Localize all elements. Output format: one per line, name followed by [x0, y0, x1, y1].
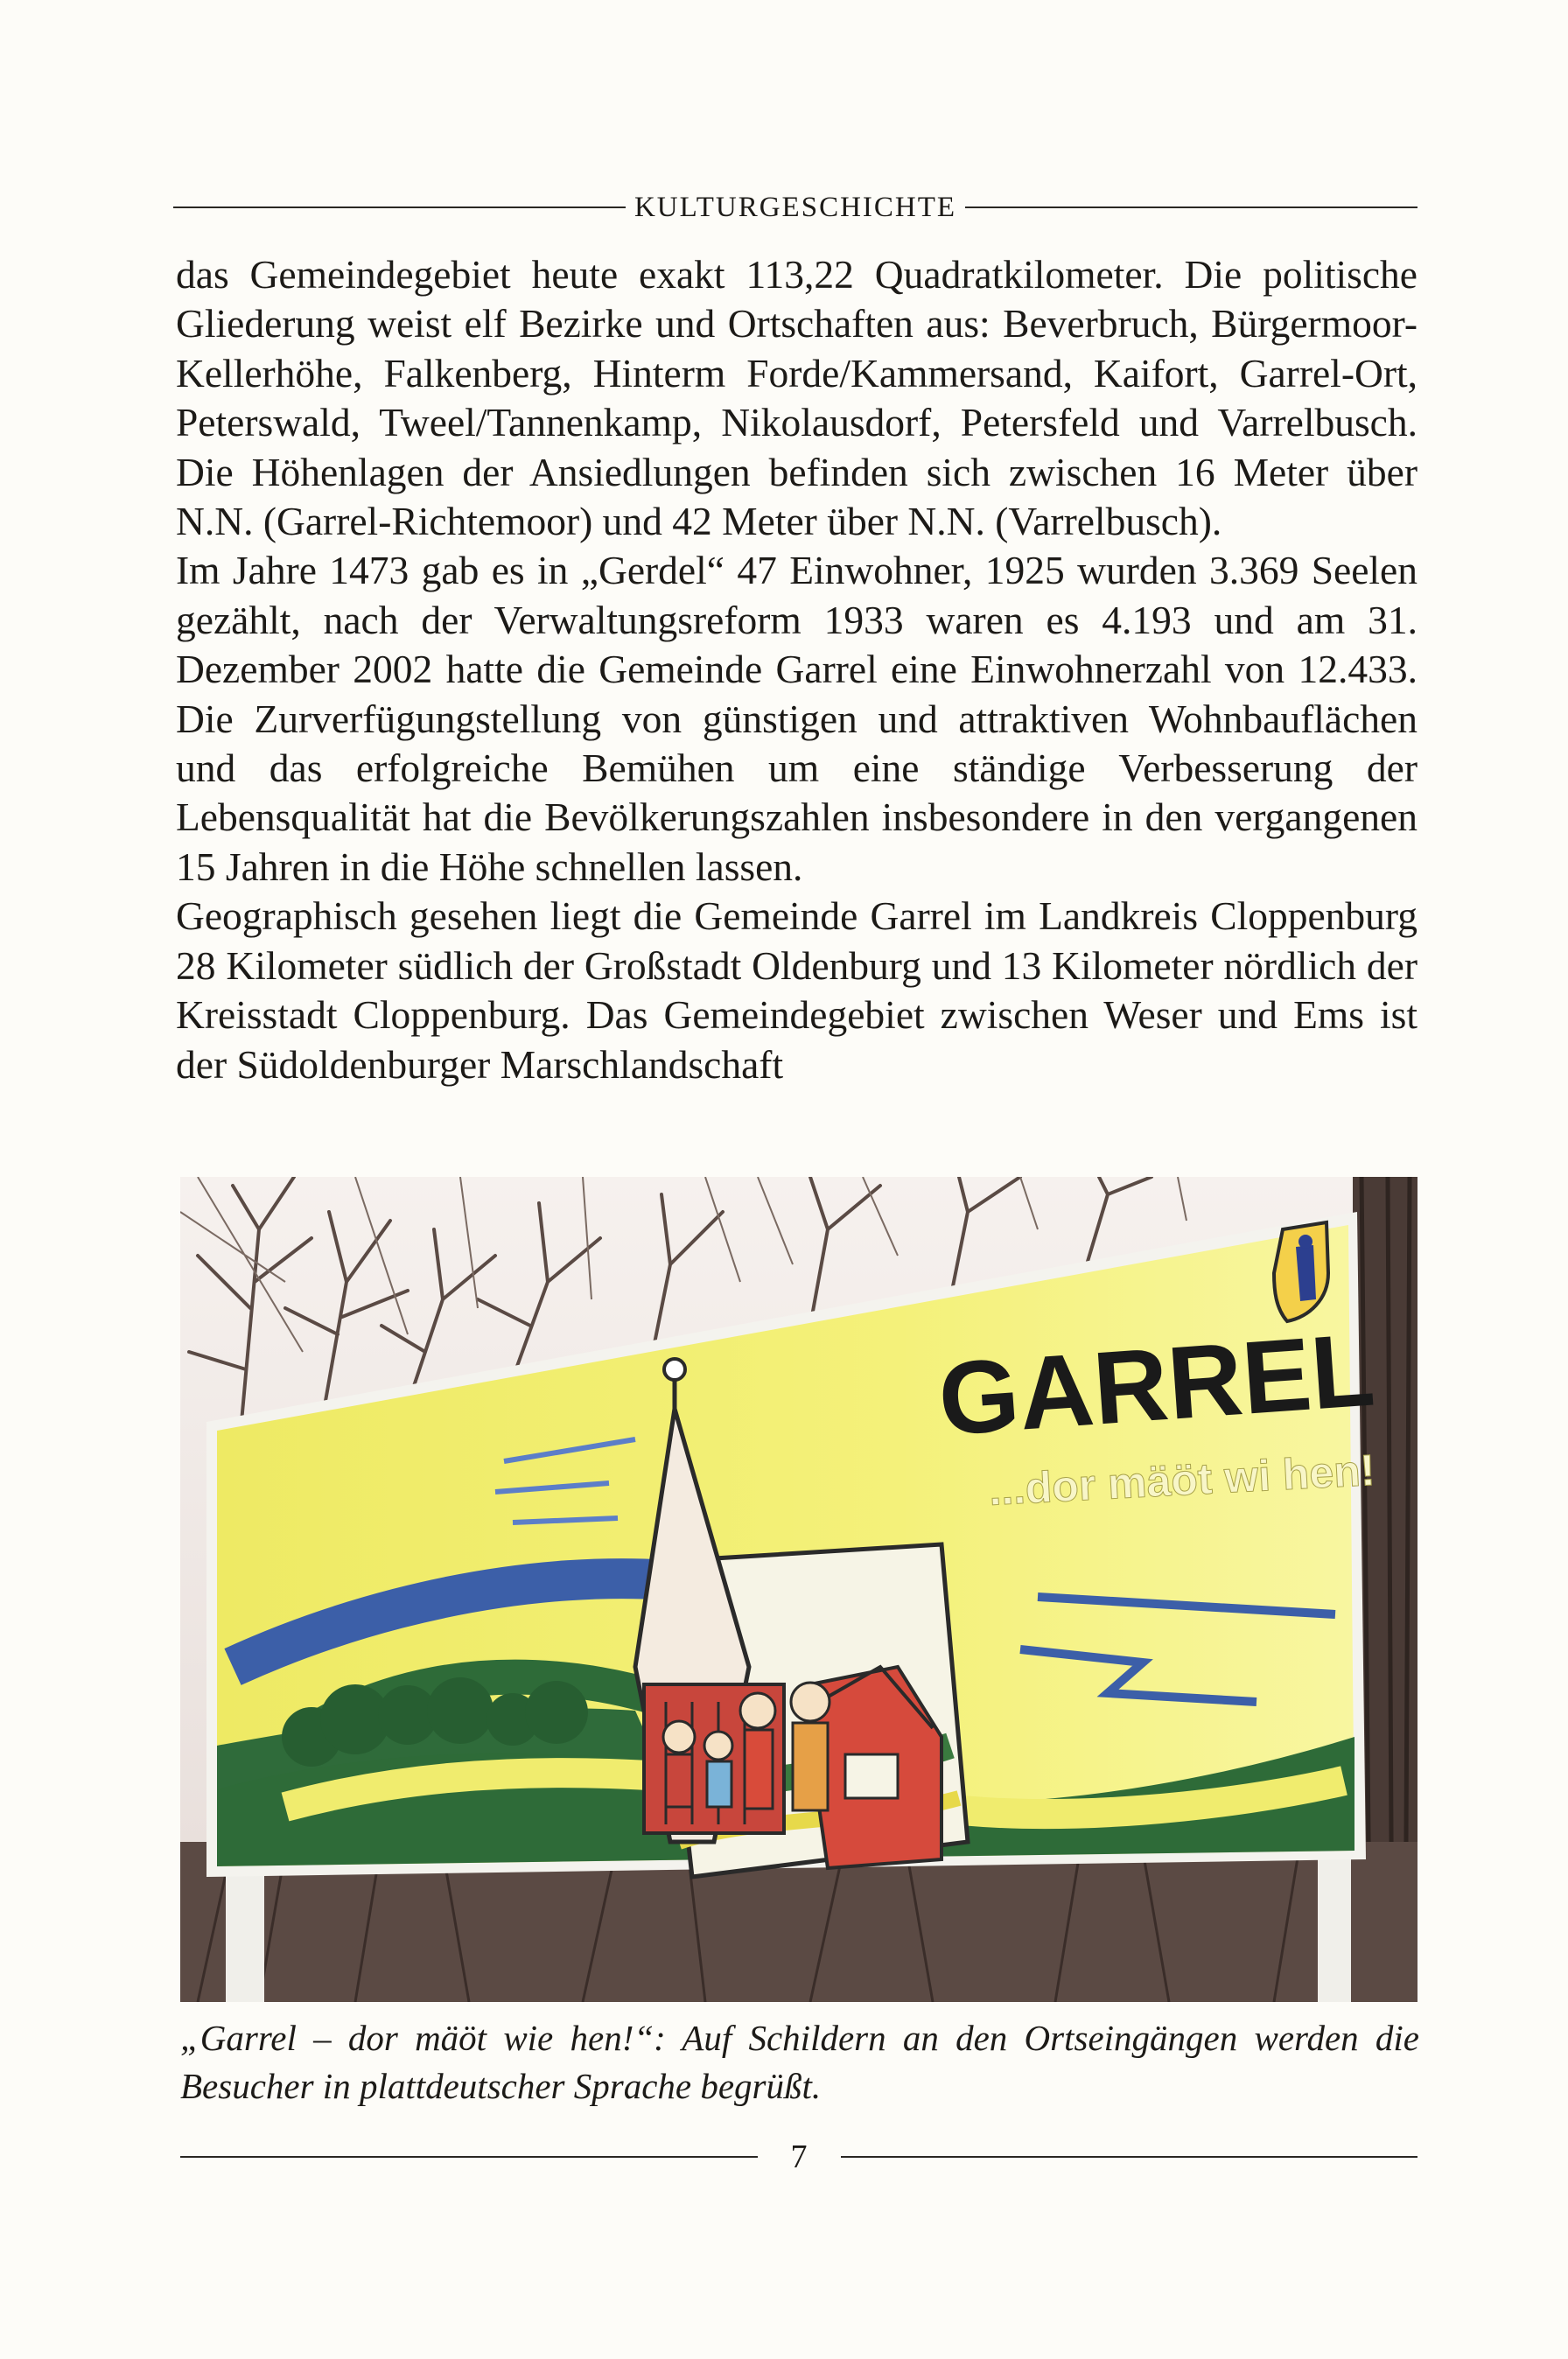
running-header	[173, 186, 1418, 229]
paragraph: das Gemeindegebiet heute exakt 113,22 Quadratkilometer. Die politische Gliederung weist elf Bezirke und Ortschaften aus: Beverbruch, Bürgermoor-Kellerhöhe, Falkenberg, Hinterm Forde/Kammersand, Kaifort, Garrel-Ort, Peterswald, Tweel/Tannenkamp, Nikolausdorf, Petersfeld und Varrelbusch. Die Höhenlagen der Ansiedlungen befinden sich zwischen 16 Meter über N.N. (Garrel-Richtemoor) und 42 Meter über N.N. (Varrelbusch).	[176, 252, 1418, 544]
paragraph: Im Jahre 1473 gab es in „Gerdel“ 47 Einwohner, 1925 wurden 3.369 Seelen gezählt, nach der Verwaltungsreform 1933 waren es 4.193 und am 31. Dezember 2002 hatte die Gemeinde Garrel eine Einwohnerzahl von 12.433. Die Zurverfügungstellung von günstigen und attraktiven Wohnbauflächen und das erfolgreiche Bemühen um eine ständige Verbesserung der Lebensqualität hat die Bevölkerungszahlen insbesondere in den vergangenen 15 Jahren in die Höhe schnellen lassen.	[176, 548, 1418, 889]
town-sign-photo	[180, 1177, 1418, 2002]
footer-rule-left	[180, 2156, 758, 2158]
town-sign-illustration	[180, 1177, 1418, 2002]
header-rule-right	[965, 206, 1418, 208]
footer-rule-right	[841, 2156, 1418, 2158]
sign-name-text: GARREL	[934, 1312, 1378, 1458]
page-footer	[180, 2135, 1418, 2179]
header-rule-left	[173, 206, 626, 208]
photo-caption: „Garrel – dor mäöt wie hen!“: Auf Schildern an den Ortseingängen werden die Besucher in plattdeutscher Sprache begrüßt.	[180, 2018, 1419, 2106]
page-number: 7	[790, 2138, 808, 2175]
section-title: KULTURGESCHICHTE	[634, 192, 957, 223]
paragraph: Geographisch gesehen liegt die Gemeinde Garrel im Landkreis Cloppenburg 28 Kilometer südlich der Großstadt Oldenburg und 13 Kilometer nördlich der Kreisstadt Cloppenburg. Das Gemeindegebiet zwischen Weser und Ems ist der Südoldenburger Marschlandschaft	[176, 893, 1418, 1087]
sign-slogan-text: ...dor mäöt wi hen!	[987, 1445, 1376, 1515]
article-body	[176, 250, 1418, 1089]
